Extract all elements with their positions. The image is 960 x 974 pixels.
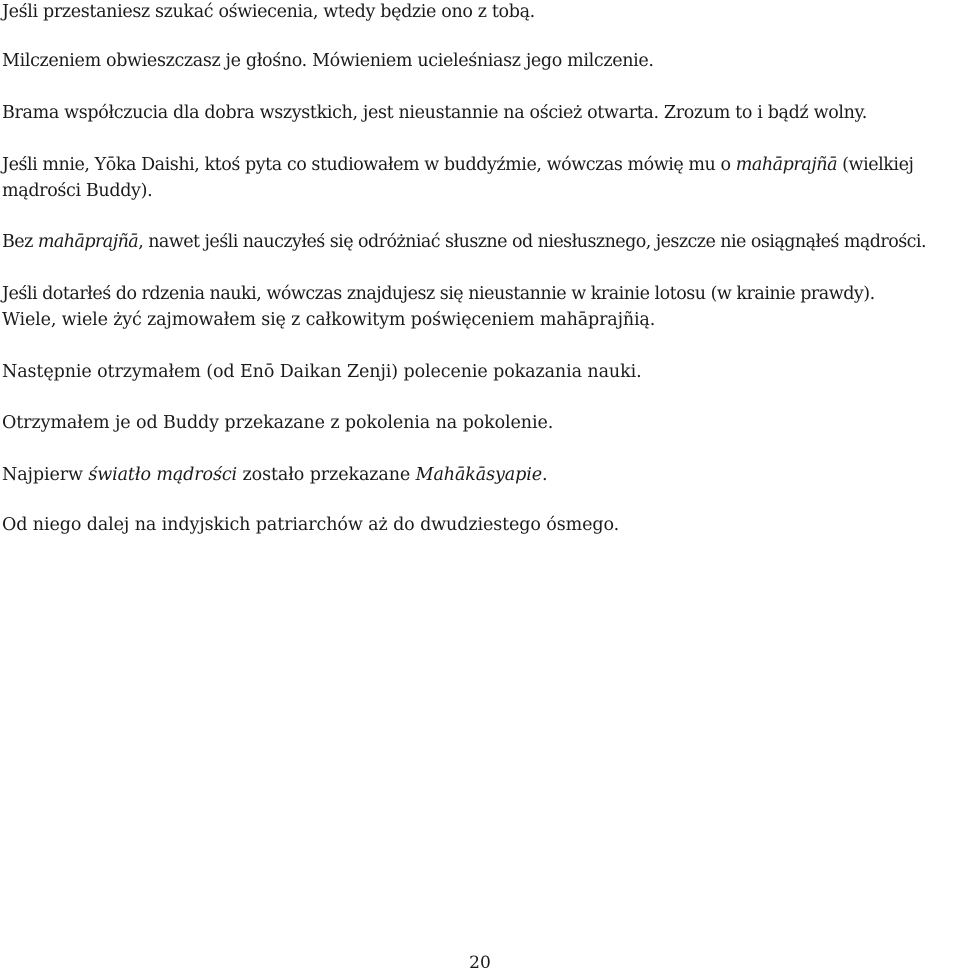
paragraph-3-text: Brama współczucia dla dobra wszystkich, jest nieustannie na oścież otwarta. Zrozum to i bądź wolny.: [2, 103, 867, 123]
term-mahaprajna: mahāprajñā: [735, 155, 838, 175]
paragraph-5-text: , nawet jeśli nauczyłeś się odróżniać słuszne od niesłusznego, jeszcze nie osiągnąłeś mądrości.: [138, 232, 926, 252]
paragraph-7: [2, 361, 642, 383]
paragraph-9: [2, 464, 547, 486]
paragraph-9-text-start: Najpierw: [2, 465, 89, 485]
paragraph-4-text-end: (wielkiej: [837, 155, 914, 175]
paragraph-2: [2, 50, 654, 72]
paragraph-8: [2, 412, 553, 434]
paragraph-1-text: Jeśli przestaniesz szukać oświecenia, wtedy będzie ono z tobą.: [2, 2, 535, 22]
term-light-of-wisdom: światło mądrości: [88, 465, 238, 485]
page-number: 20: [469, 953, 491, 973]
paragraph-4-line-1: [2, 154, 913, 176]
paragraph-6-line-1: [2, 283, 875, 305]
paragraph-1: [2, 1, 535, 23]
paragraph-4-line-2: [2, 180, 152, 202]
paragraph-5: [2, 231, 926, 253]
paragraph-10: [2, 514, 619, 536]
term-mahakasyapa: Mahākāsyapie: [415, 465, 542, 485]
term-mahaprajna: mahāprajñā: [37, 232, 139, 252]
paragraph-10-text: Od niego dalej na indyjskich patriarchów aż do dwudziestego ósmego.: [2, 515, 620, 535]
paragraph-9-text-end: .: [542, 465, 548, 485]
paragraph-8-text: Otrzymałem je od Buddy przekazane z pokolenia na pokolenie.: [2, 413, 554, 433]
paragraph-4-continuation: mądrości Buddy).: [2, 181, 153, 201]
paragraph-6-line-2: [2, 309, 655, 331]
paragraph-2-text: Milczeniem obwieszczasz je głośno. Mówieniem ucieleśniasz jego milczenie.: [2, 51, 654, 71]
paragraph-6-text: Jeśli dotarłeś do rdzenia nauki, wówczas znajdujesz się nieustannie w krainie lotosu (w krainie prawdy).: [2, 284, 875, 304]
paragraph-9-text-middle: zostało przekazane: [237, 465, 416, 485]
paragraph-7-text: Następnie otrzymałem (od Enō Daikan Zenji) polecenie pokazania nauki.: [2, 362, 642, 382]
paragraph-5-text-start: Bez: [2, 232, 38, 252]
paragraph-3: [2, 102, 867, 124]
paragraph-6-continuation: Wiele, wiele żyć zajmowałem się z całkowitym poświęceniem mahāprajñią.: [2, 310, 656, 330]
paragraph-4-text: Jeśli mnie, Yōka Daishi, ktoś pyta co studiowałem w buddyźmie, wówczas mówię mu o: [2, 155, 736, 175]
